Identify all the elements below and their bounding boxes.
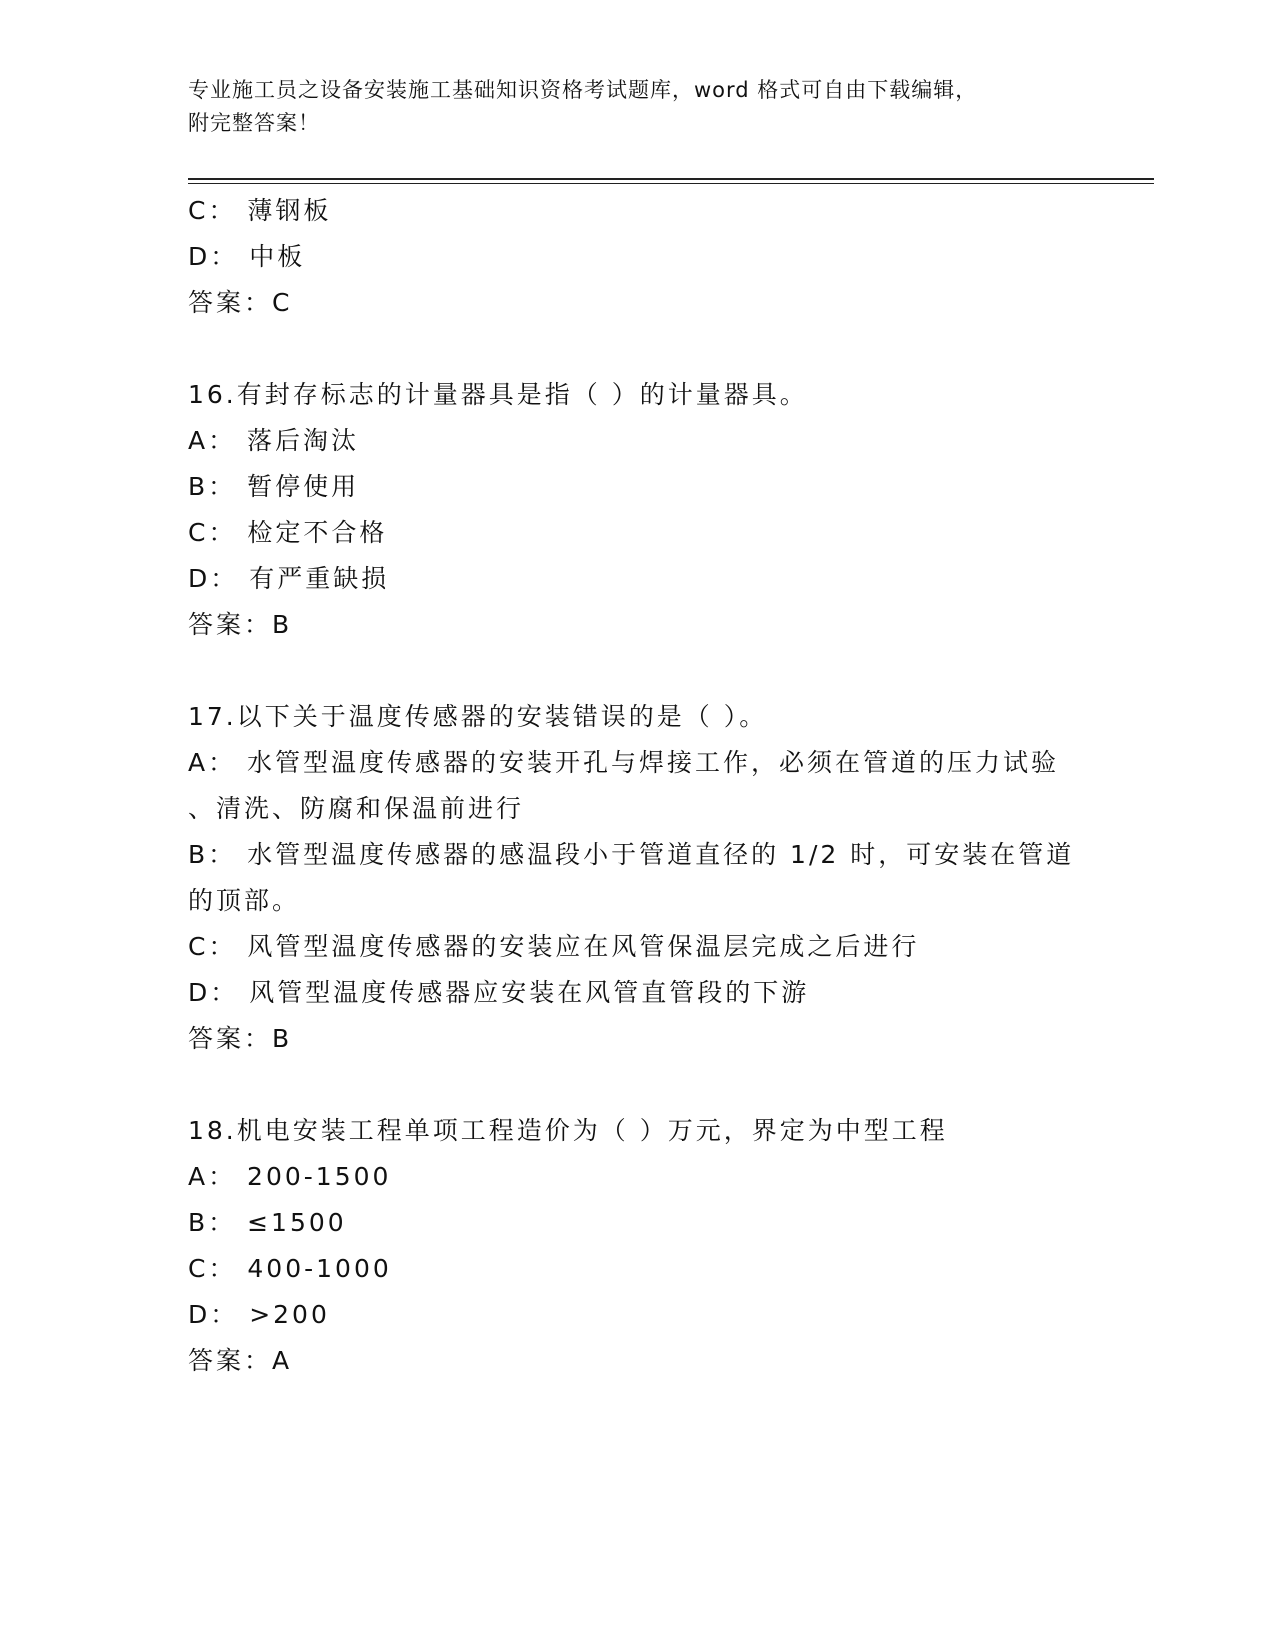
question-list	[188, 188, 1088, 1384]
option-a: A： 落后淘汰	[188, 426, 360, 455]
option-d: D： >200	[188, 1300, 330, 1329]
option-a: A： 200-1500	[188, 1162, 392, 1191]
answer: 答案：B	[188, 610, 293, 639]
answer: 答案：B	[188, 1024, 293, 1053]
spacer	[188, 326, 1088, 372]
header-line-2: 附完整答案！	[188, 111, 320, 135]
option-d: D： 中板	[188, 242, 306, 271]
option-d: D： 风管型温度传感器应安装在风管直管段的下游	[188, 978, 810, 1007]
question-17	[188, 694, 1088, 1062]
option-c: C： 检定不合格	[188, 518, 388, 547]
header-line-1: 专业施工员之设备安装施工基础知识资格考试题库，word 格式可自由下载编辑，	[188, 78, 978, 102]
option-b-continued: 的顶部。	[188, 886, 301, 915]
header-divider-thin	[188, 183, 1154, 184]
option-b: B： 水管型温度传感器的感温段小于管道直径的 1/2 时，可安装在管道	[188, 840, 1075, 869]
spacer	[188, 1062, 1088, 1108]
question-18	[188, 1108, 1088, 1384]
option-c: C： 薄钢板	[188, 196, 332, 225]
option-b: B： ≤1500	[188, 1208, 347, 1237]
answer: 答案：A	[188, 1346, 293, 1375]
option-c: C： 风管型温度传感器的安装应在风管保温层完成之后进行	[188, 932, 920, 961]
option-a-continued: 、清洗、防腐和保温前进行	[188, 794, 525, 823]
question-stem: 18.机电安装工程单项工程造价为（ ）万元，界定为中型工程	[188, 1116, 948, 1145]
option-b: B： 暂停使用	[188, 472, 360, 501]
option-a: A： 水管型温度传感器的安装开孔与焊接工作，必须在管道的压力试验	[188, 748, 1060, 777]
option-d: D： 有严重缺损	[188, 564, 390, 593]
question-16	[188, 372, 1088, 648]
document-header	[188, 74, 1088, 140]
header-divider-thick	[188, 178, 1154, 180]
spacer	[188, 648, 1088, 694]
question-stem: 17.以下关于温度传感器的安装错误的是（ ）。	[188, 702, 768, 731]
question-stem: 16.有封存标志的计量器具是指（ ）的计量器具。	[188, 380, 808, 409]
option-c: C： 400-1000	[188, 1254, 392, 1283]
answer: 答案：C	[188, 288, 293, 317]
previous-question-tail	[188, 188, 1088, 326]
